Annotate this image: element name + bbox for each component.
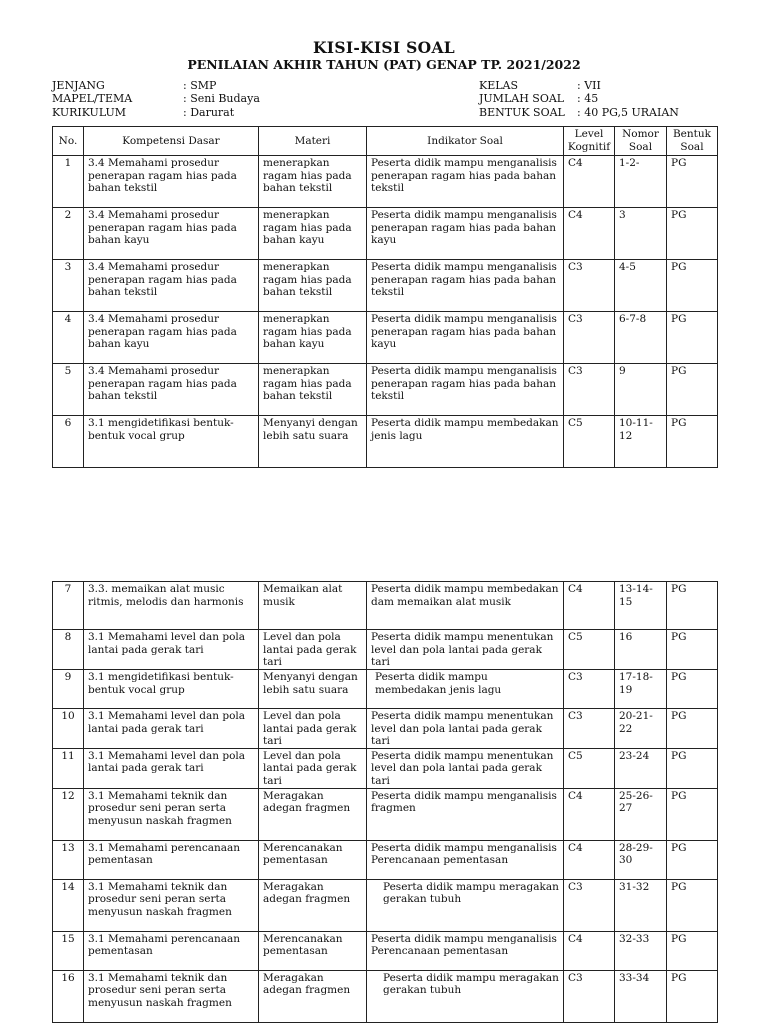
cell-kompetensi: 3.1 Memahami teknik dan prosedur seni peran serta menyusun naskah fragmen: [84, 970, 259, 1022]
kisi-kisi-table-bottom: [52, 581, 718, 1023]
cell-no: 14: [53, 879, 84, 931]
cell-level: C5: [564, 416, 615, 468]
cell-nomor: 33-34: [615, 970, 667, 1022]
cell-level: C3: [564, 670, 615, 709]
cell-kompetensi: 3.4 Memahami prosedur penerapan ragam hias pada bahan tekstil: [84, 260, 259, 312]
cell-level: C3: [564, 879, 615, 931]
table-row: [53, 788, 718, 840]
cell-indikator: Peserta didik mampu menganalisis penerapan ragam hias pada bahan tekstil: [367, 260, 564, 312]
info-label: KURIKULUM: [52, 105, 127, 119]
cell-materi: Level dan pola lantai pada gerak tari: [259, 630, 367, 670]
cell-bentuk: PG: [667, 416, 718, 468]
col-header-nomor: [615, 127, 667, 156]
kisi-kisi-table-top: [52, 126, 718, 468]
cell-nomor: 13-14-15: [615, 582, 667, 630]
cell-bentuk: PG: [667, 931, 718, 970]
col-header-indikator: Indikator Soal: [367, 127, 564, 156]
table-row: [53, 748, 718, 788]
info-label: JENJANG: [52, 79, 105, 92]
col-header-bentuk-line1: Bentuk: [672, 128, 712, 141]
cell-indikator: Peserta didik mampu menganalisis penerapan ragam hias pada bahan kayu: [367, 312, 564, 364]
cell-level: C4: [564, 840, 615, 879]
cell-indikator: Peserta didik mampu menentukan level dan pola lantai pada gerak tari: [367, 748, 564, 788]
table-row: [53, 970, 718, 1022]
col-header-nomor-line2: Soal: [628, 141, 653, 153]
col-header-bentuk: [667, 127, 718, 156]
cell-no: 11: [53, 748, 84, 788]
col-header-level-line2: Kognitif: [567, 141, 611, 153]
cell-no: 16: [53, 970, 84, 1022]
info-value: : Seni Budaya: [183, 92, 260, 106]
col-header-bentuk-line2: Soal: [680, 141, 704, 153]
cell-level: C4: [564, 208, 615, 260]
cell-nomor: 3: [615, 208, 667, 260]
cell-bentuk: PG: [667, 208, 718, 260]
col-header-kompetensi-dasar: Kompetensi Dasar: [84, 127, 259, 156]
cell-no: 3: [53, 260, 84, 312]
info-value: : Darurat: [183, 105, 235, 119]
document-title: KISI-KISI SOAL: [313, 38, 455, 57]
cell-nomor: 32-33: [615, 931, 667, 970]
cell-level: C5: [564, 630, 615, 670]
cell-level: C4: [564, 582, 615, 630]
cell-level: C3: [564, 312, 615, 364]
info-value: : VII: [577, 79, 601, 92]
cell-no: 2: [53, 208, 84, 260]
cell-nomor: 23-24: [615, 748, 667, 788]
cell-bentuk: PG: [667, 748, 718, 788]
cell-no: 15: [53, 931, 84, 970]
cell-bentuk: PG: [667, 788, 718, 840]
info-label: JUMLAH SOAL: [479, 92, 565, 106]
cell-nomor: 17-18-19: [615, 670, 667, 709]
info-value: : 40 PG,5 URAIAN: [577, 105, 679, 119]
table-row: [53, 670, 718, 709]
cell-kompetensi: 3.4 Memahami prosedur penerapan ragam hias pada bahan tekstil: [84, 156, 259, 208]
cell-level: C3: [564, 970, 615, 1022]
cell-materi: Meragakan adegan fragmen: [259, 788, 367, 840]
info-label: MAPEL/TEMA: [52, 92, 133, 106]
cell-kompetensi: 3.1 Memahami perencanaan pementasan: [84, 931, 259, 970]
cell-kompetensi: 3.1 mengidetifikasi bentuk-bentuk vocal grup: [84, 670, 259, 709]
table-row: [53, 709, 718, 749]
col-header-nomor-line1: Nomor: [622, 128, 659, 141]
cell-nomor: 20-21-22: [615, 709, 667, 749]
info-row-jumlah-soal: [479, 92, 679, 105]
cell-materi: menerapkan ragam hias pada bahan tekstil: [259, 260, 367, 312]
cell-level: C5: [564, 748, 615, 788]
cell-materi: Menyanyi dengan lebih satu suara: [259, 416, 367, 468]
table-header-row: [53, 127, 718, 156]
cell-materi: Meragakan adegan fragmen: [259, 970, 367, 1022]
col-header-no: No.: [53, 127, 84, 156]
cell-nomor: 6-7-8: [615, 312, 667, 364]
cell-no: 7: [53, 582, 84, 630]
cell-kompetensi: 3.4 Memahami prosedur penerapan ragam hias pada bahan kayu: [84, 312, 259, 364]
table-row: [53, 364, 718, 416]
cell-indikator: Peserta didik mampu menentukan level dan pola lantai pada gerak tari: [367, 630, 564, 670]
table-row: [53, 840, 718, 879]
col-header-level: [564, 127, 615, 156]
cell-no: 9: [53, 670, 84, 709]
cell-level: C4: [564, 931, 615, 970]
cell-indikator: Peserta didik mampu menganalisis fragmen: [367, 788, 564, 840]
cell-indikator: Peserta didik mampu membedakan jenis lagu: [367, 670, 564, 709]
cell-nomor: 9: [615, 364, 667, 416]
cell-materi: menerapkan ragam hias pada bahan tekstil: [259, 364, 367, 416]
cell-materi: Memaikan alat musik: [259, 582, 367, 630]
cell-bentuk: PG: [667, 879, 718, 931]
cell-materi: Menyanyi dengan lebih satu suara: [259, 670, 367, 709]
cell-no: 4: [53, 312, 84, 364]
table-row: [53, 582, 718, 630]
cell-kompetensi: 3.4 Memahami prosedur penerapan ragam hias pada bahan tekstil: [84, 364, 259, 416]
cell-no: 12: [53, 788, 84, 840]
cell-materi: Level dan pola lantai pada gerak tari: [259, 709, 367, 749]
cell-indikator: Peserta didik mampu meragakan gerakan tubuh: [367, 970, 564, 1022]
cell-kompetensi: 3.1 Memahami level dan pola lantai pada gerak tari: [84, 630, 259, 670]
cell-bentuk: PG: [667, 260, 718, 312]
cell-kompetensi: 3.1 Memahami level dan pola lantai pada gerak tari: [84, 709, 259, 749]
cell-indikator: Peserta didik mampu membedakan dam memaikan alat musik: [367, 582, 564, 630]
cell-materi: Level dan pola lantai pada gerak tari: [259, 748, 367, 788]
cell-indikator: Peserta didik mampu menganalisis penerapan ragam hias pada bahan tekstil: [367, 364, 564, 416]
info-row-bentuk-soal: [479, 106, 679, 119]
cell-materi: Meragakan adegan fragmen: [259, 879, 367, 931]
cell-nomor: 31-32: [615, 879, 667, 931]
cell-no: 8: [53, 630, 84, 670]
cell-materi: menerapkan ragam hias pada bahan kayu: [259, 312, 367, 364]
cell-indikator: Peserta didik mampu menganalisis penerapan ragam hias pada bahan tekstil: [367, 156, 564, 208]
cell-nomor: 1-2-: [615, 156, 667, 208]
cell-nomor: 10-11-12: [615, 416, 667, 468]
cell-kompetensi: 3.1 Memahami level dan pola lantai pada gerak tari: [84, 748, 259, 788]
cell-kompetensi: 3.1 Memahami teknik dan prosedur seni peran serta menyusun naskah fragmen: [84, 879, 259, 931]
cell-kompetensi: 3.1 Memahami teknik dan prosedur seni peran serta menyusun naskah fragmen: [84, 788, 259, 840]
table-row: [53, 416, 718, 468]
info-row-kelas: [479, 79, 679, 92]
cell-no: 13: [53, 840, 84, 879]
cell-nomor: 16: [615, 630, 667, 670]
cell-kompetensi: 3.3. memaikan alat music ritmis, melodis dan harmonis: [84, 582, 259, 630]
info-right: [479, 79, 679, 119]
table-row: [53, 312, 718, 364]
cell-indikator: Peserta didik mampu meragakan gerakan tubuh: [367, 879, 564, 931]
table-row: [53, 931, 718, 970]
cell-bentuk: PG: [667, 364, 718, 416]
cell-indikator: Peserta didik mampu menganalisis penerapan ragam hias pada bahan kayu: [367, 208, 564, 260]
cell-indikator: Peserta didik mampu menentukan level dan pola lantai pada gerak tari: [367, 709, 564, 749]
info-label: KELAS: [479, 79, 519, 92]
cell-no: 1: [53, 156, 84, 208]
cell-bentuk: PG: [667, 630, 718, 670]
cell-no: 10: [53, 709, 84, 749]
cell-nomor: 25-26-27: [615, 788, 667, 840]
cell-bentuk: PG: [667, 970, 718, 1022]
cell-nomor: 4-5: [615, 260, 667, 312]
info-value: : SMP: [183, 79, 217, 92]
info-row-kurikulum: [52, 106, 260, 119]
cell-indikator: Peserta didik mampu menganalisis Perencanaan pementasan: [367, 840, 564, 879]
cell-bentuk: PG: [667, 156, 718, 208]
cell-kompetensi: 3.4 Memahami prosedur penerapan ragam hias pada bahan kayu: [84, 208, 259, 260]
info-label: BENTUK SOAL: [479, 105, 565, 119]
cell-no: 5: [53, 364, 84, 416]
table-row: [53, 630, 718, 670]
cell-bentuk: PG: [667, 312, 718, 364]
cell-bentuk: PG: [667, 670, 718, 709]
cell-materi: Merencanakan pementasan: [259, 931, 367, 970]
col-header-level-line1: Level: [574, 128, 604, 141]
col-header-materi: Materi: [259, 127, 367, 156]
table-row: [53, 208, 718, 260]
cell-kompetensi: 3.1 Memahami perencanaan pementasan: [84, 840, 259, 879]
info-row-jenjang: [52, 79, 260, 92]
cell-level: C3: [564, 260, 615, 312]
cell-indikator: Peserta didik mampu menganalisis Perencanaan pementasan: [367, 931, 564, 970]
table-row: [53, 879, 718, 931]
cell-level: C4: [564, 788, 615, 840]
cell-bentuk: PG: [667, 582, 718, 630]
cell-level: C3: [564, 709, 615, 749]
cell-level: C4: [564, 156, 615, 208]
cell-nomor: 28-29-30: [615, 840, 667, 879]
document-subtitle: PENILAIAN AKHIR TAHUN (PAT) GENAP TP. 2021/2022: [187, 57, 581, 72]
cell-bentuk: PG: [667, 709, 718, 749]
cell-materi: menerapkan ragam hias pada bahan kayu: [259, 208, 367, 260]
table-row: [53, 260, 718, 312]
cell-materi: Merencanakan pementasan: [259, 840, 367, 879]
cell-no: 6: [53, 416, 84, 468]
cell-materi: menerapkan ragam hias pada bahan tekstil: [259, 156, 367, 208]
cell-level: C3: [564, 364, 615, 416]
info-left: [52, 79, 260, 119]
table-row: [53, 156, 718, 208]
cell-kompetensi: 3.1 mengidetifikasi bentuk-bentuk vocal grup: [84, 416, 259, 468]
info-value: : 45: [577, 92, 599, 106]
cell-bentuk: PG: [667, 840, 718, 879]
cell-indikator: Peserta didik mampu membedakan jenis lagu: [367, 416, 564, 468]
info-row-mapel: [52, 92, 260, 105]
